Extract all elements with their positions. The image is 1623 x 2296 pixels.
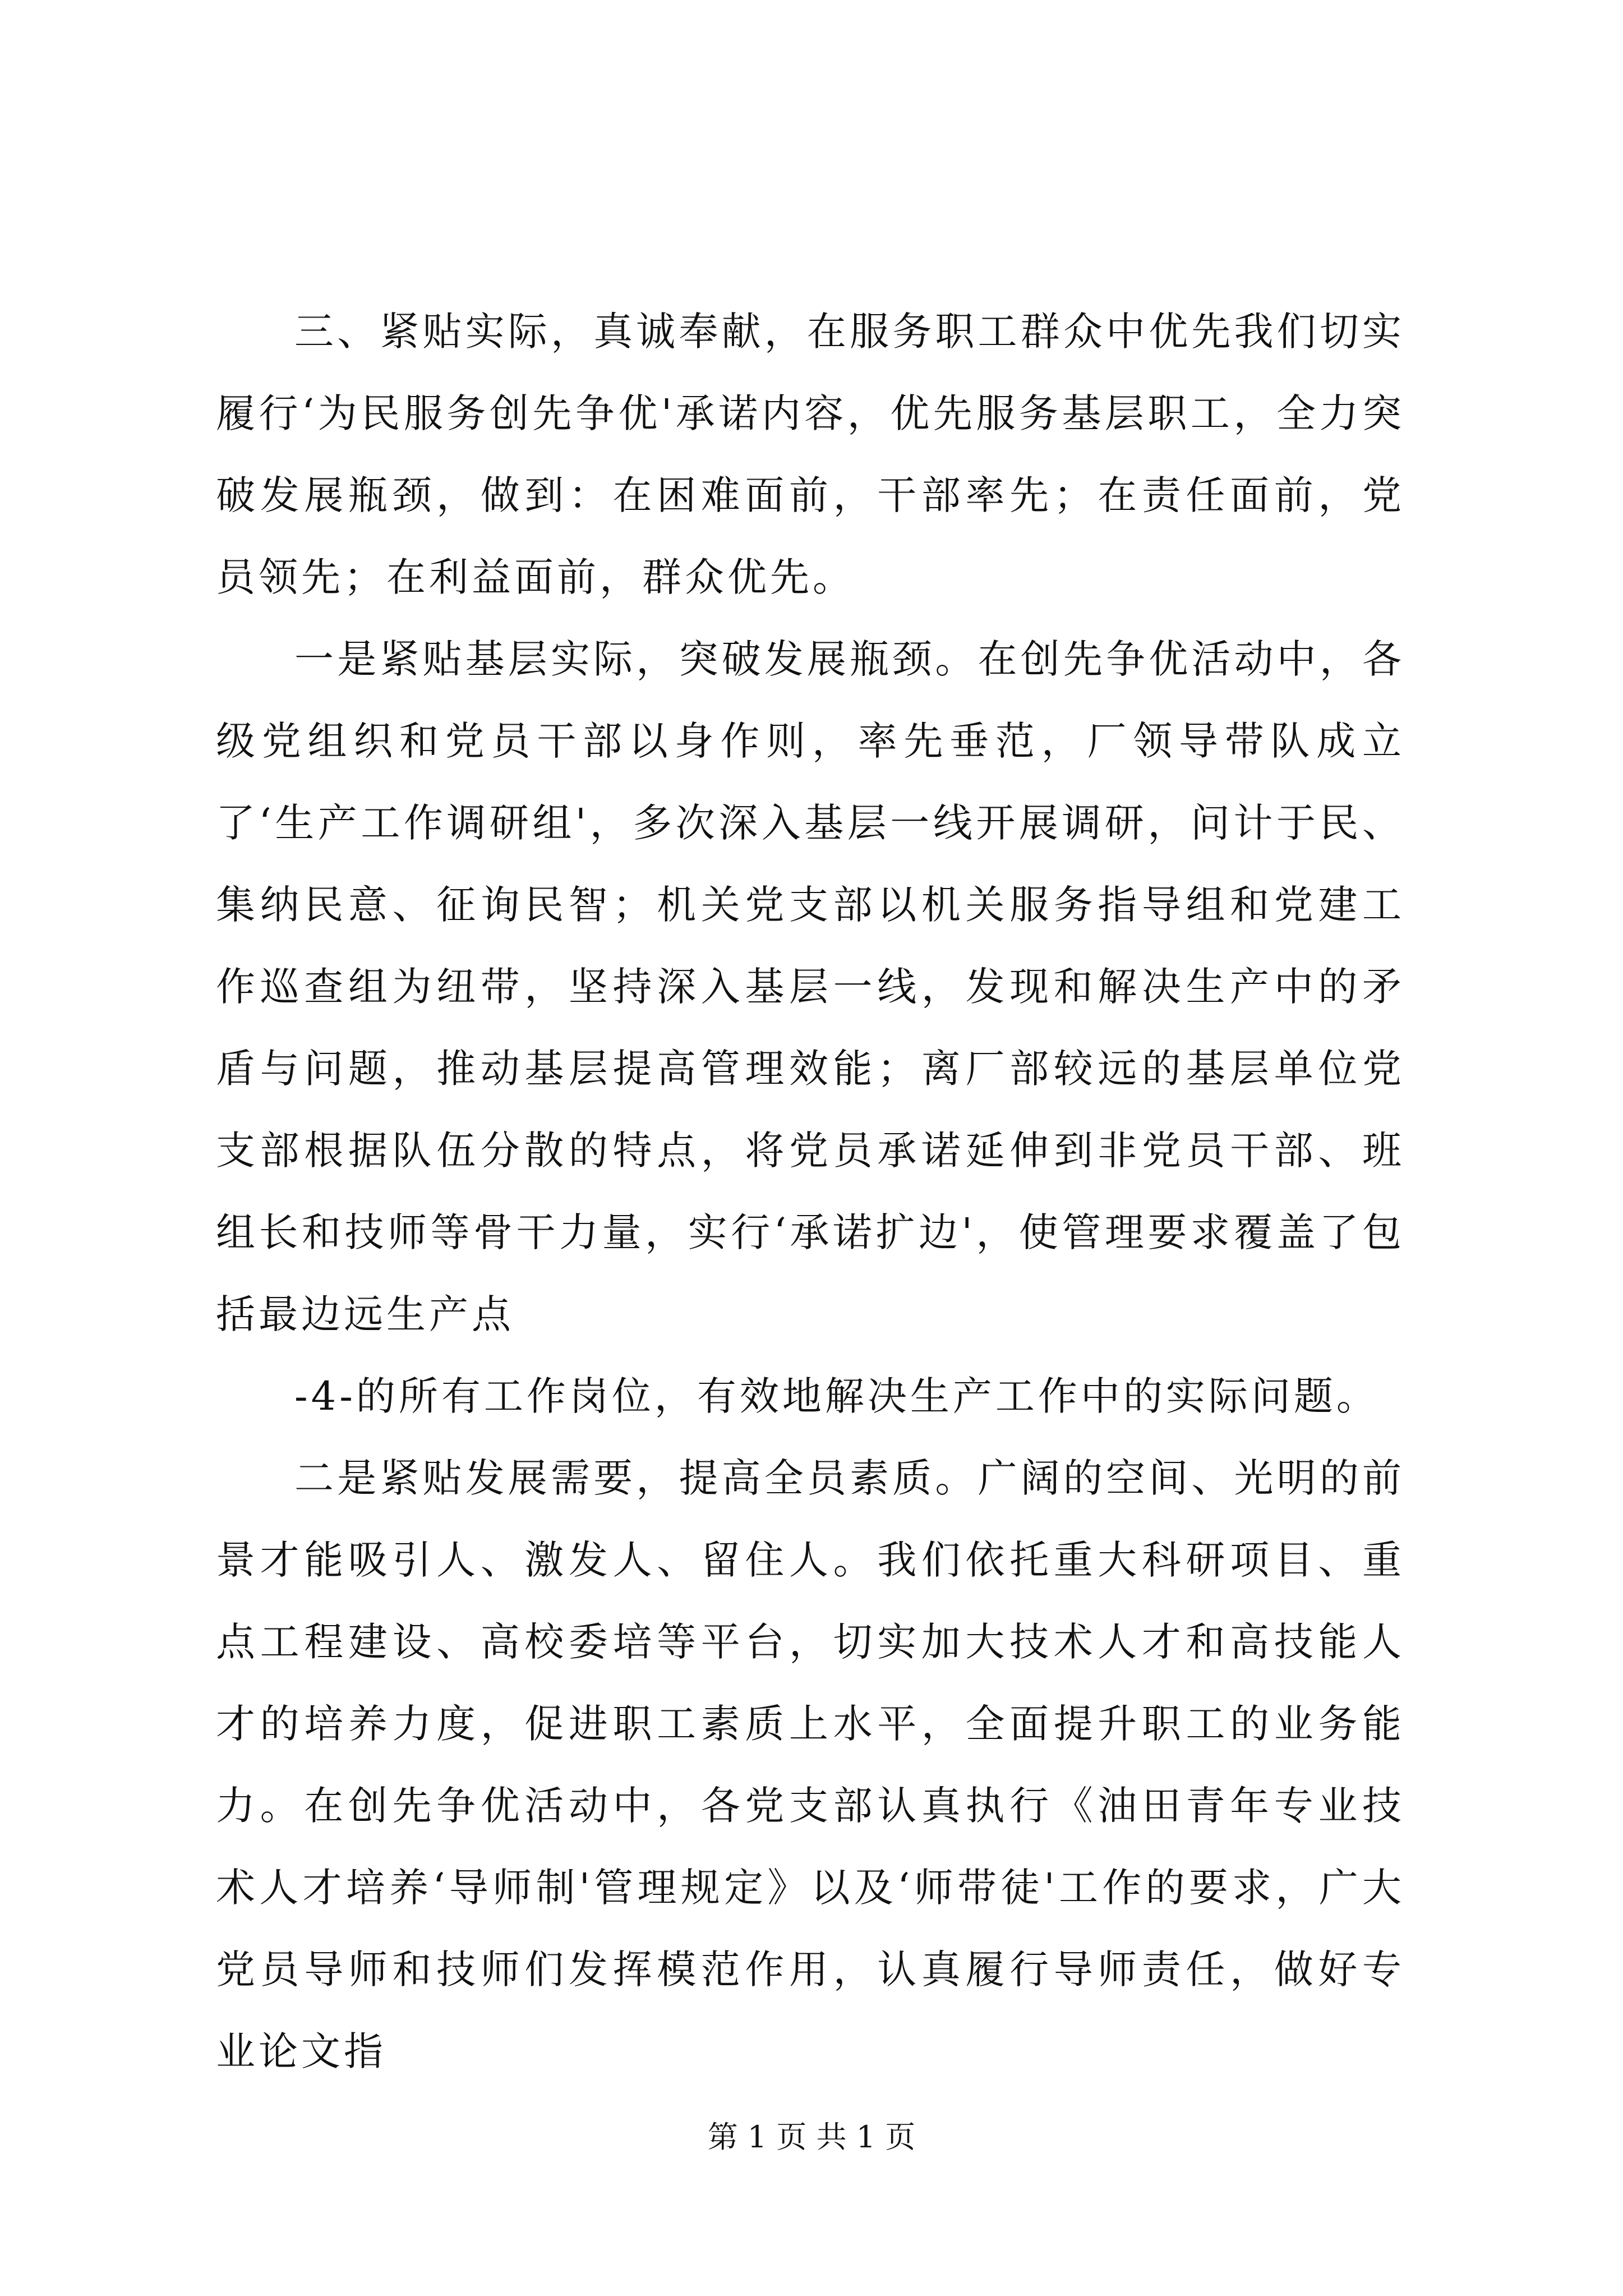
page-footer: 第 1 页 共 1 页 [707,2119,916,2155]
paragraph-point-one: 一是紧贴基层实际，突破发展瓶颈。在创先争优活动中，各级党组织和党员干部以身作则，率先垂范，厂领导带队成立了‘生产工作调研组'，多次深入基层一线开展调研，问计于民、集纳民意、征询民智；机关党支部以机关服务指导组和党建工作巡查组为纽带，坚持深入基层一线，发现和解决生产中的矛盾与问题，推动基层提高管理效能；离厂部较远的基层单位党支部根据队伍分散的特点，将党员承诺延伸到非党员干部、班组长和技师等骨干力量，实行‘承诺扩边'，使管理要求覆盖了包括最边远生产点 [216,636,1405,1337]
paragraph-continuation: -4-的所有工作岗位，有效地解决生产工作中的实际问题。 [294,1373,1379,1419]
paragraph-section-three: 三、紧贴实际，真诚奉献，在服务职工群众中优先我们切实履行‘为民服务创先争优'承诺内容，优先服务基层职工，全力突破发展瓶颈，做到：在困难面前，干部率先；在责任面前，党员领先；在利益面前，群众优先。 [216,309,1405,600]
document-body [216,291,1405,2092]
paragraph-point-two: 二是紧贴发展需要，提高全员素质。广阔的空间、光明的前景才能吸引人、激发人、留住人。我们依托重大科研项目、重点工程建设、高校委培等平台，切实加大技术人才和高技能人才的培养力度，促进职工素质上水平，全面提升职工的业务能力。在创先争优活动中，各党支部认真执行《油田青年专业技术人才培养‘导师制'管理规定》以及‘师带徒'工作的要求，广大党员导师和技师们发挥模范作用，认真履行导师责任，做好专业论文指 [216,1455,1405,2074]
